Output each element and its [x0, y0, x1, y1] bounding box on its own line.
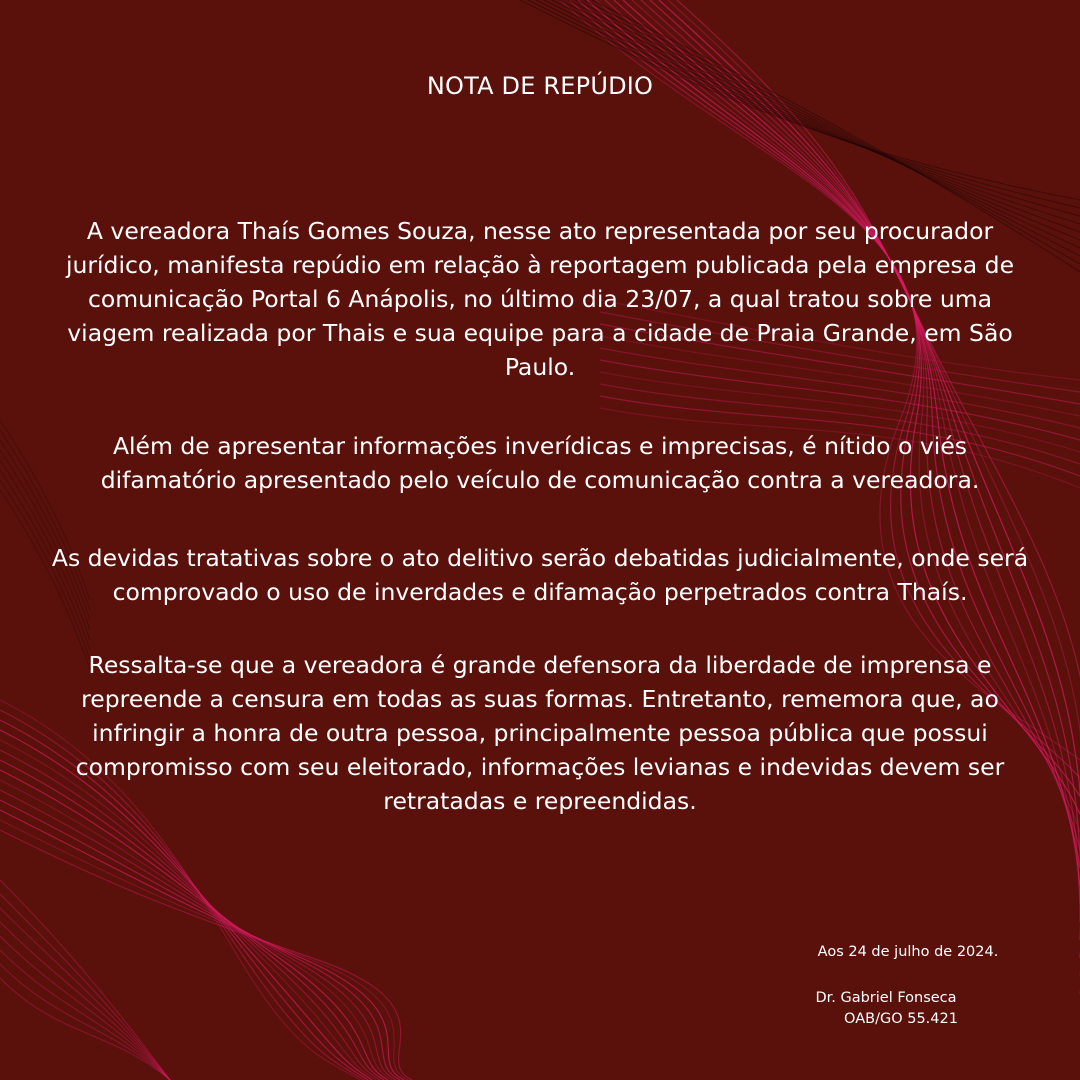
signature-name: Dr. Gabriel Fonseca	[815, 990, 957, 1006]
paragraph-1: A vereadora Thaís Gomes Souza, nesse ato representada por seu procurador jurídico, manifesta repúdio em relação à reportagem publicada pela empresa de comunicação Portal 6 Anápolis, no último dia 23/07, a qual tratou sobre uma viagem realizada por Thais e sua equipe para a cidade de Praia Grande, em São Paulo.	[65, 217, 1015, 381]
paragraph-2: Além de apresentar informações inverídicas e imprecisas, é nítido o viés difamatório apresentado pelo veículo de comunicação contra a vereadora.	[100, 432, 980, 494]
note-title: NOTA DE REPÚDIO	[426, 72, 654, 100]
paragraph-4: Ressalta-se que a vereadora é grande defensora da liberdade de imprensa e repreende a censura em todas as suas formas. Entretanto, rememora que, ao infringir a honra de outra pessoa, principalmente pessoa pública que possui compromisso com seu eleitorado, informações levianas e indevidas devem ser retratadas e repreendidas.	[75, 651, 1005, 815]
signature-date: Aos 24 de julho de 2024.	[817, 944, 999, 960]
signature-registration: OAB/GO 55.421	[844, 1011, 958, 1027]
paragraph-3: As devidas tratativas sobre o ato delitivo serão debatidas judicialmente, onde será comprovado o uso de inverdades e difamação perpetrados contra Thaís.	[51, 544, 1029, 606]
